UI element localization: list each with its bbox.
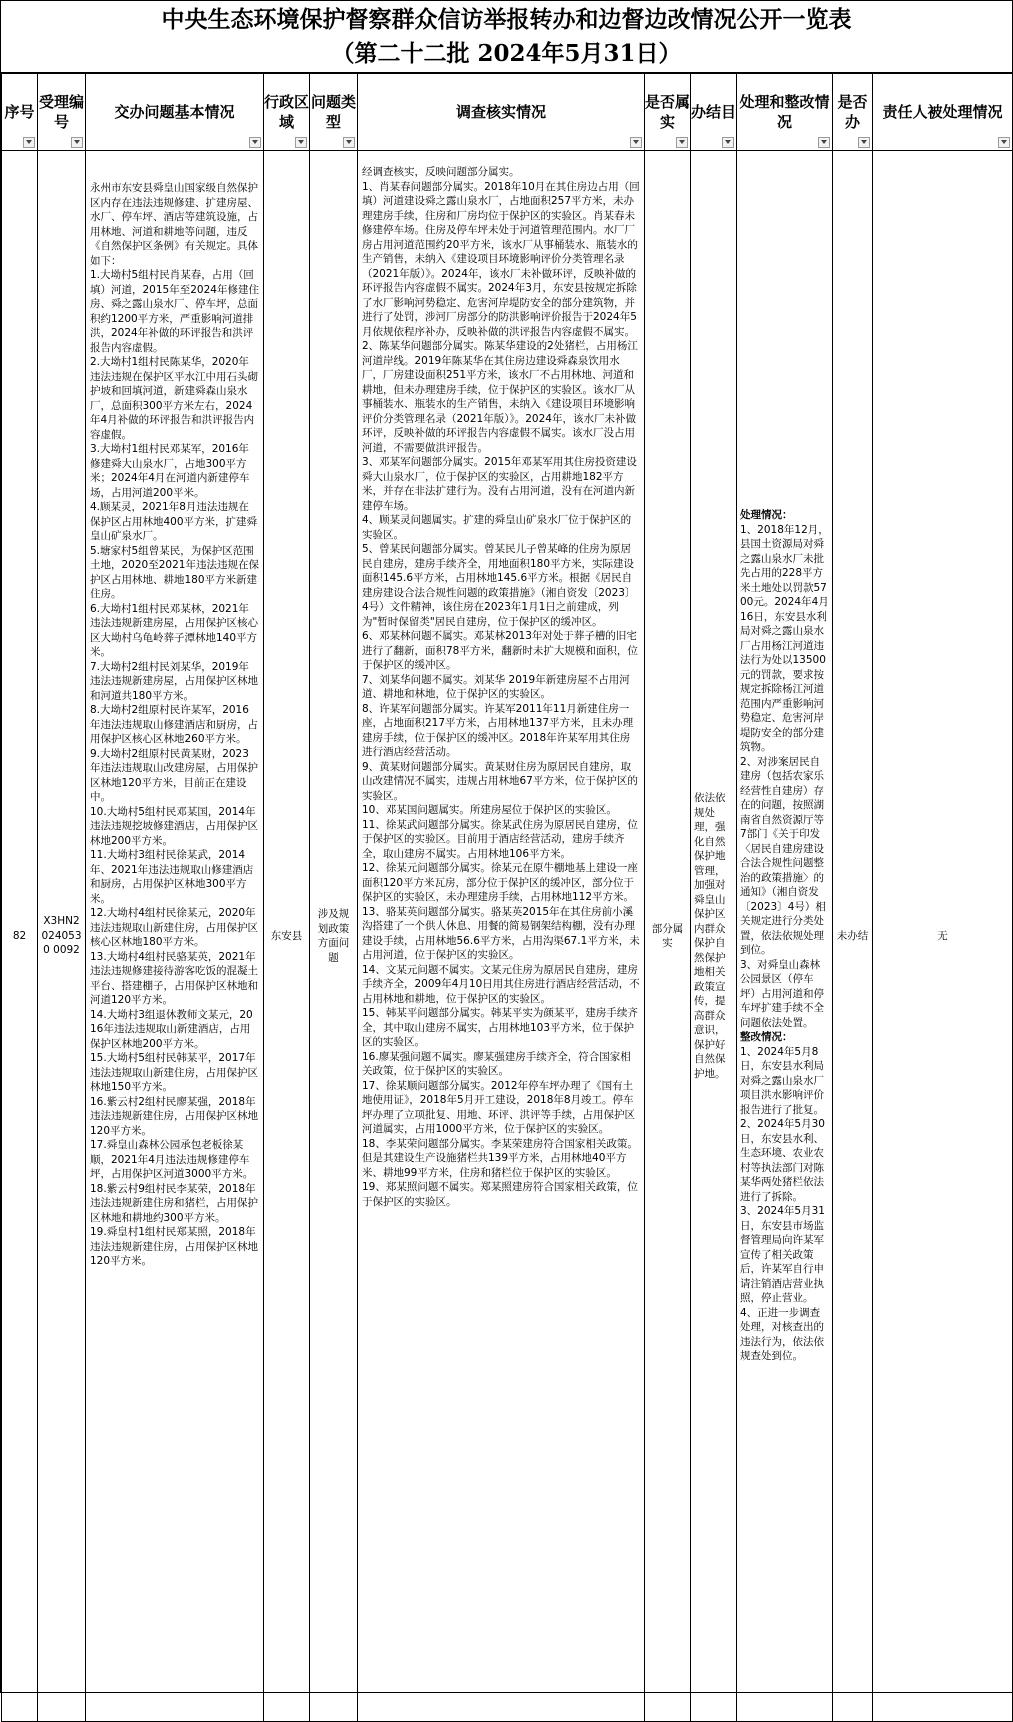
filter-dropdown-icon[interactable] <box>343 137 355 148</box>
header-goal[interactable]: 办结目 <box>691 74 737 151</box>
rectify-process-heading: 处理情况： <box>740 509 793 522</box>
filter-dropdown-icon[interactable] <box>249 137 261 148</box>
rectify-progress-heading: 整改情况： <box>740 1031 793 1044</box>
header-check[interactable]: 调查核实情况 <box>358 74 645 151</box>
cell-resp: 无 <box>873 151 1013 1722</box>
cell-done: 未办结 <box>833 151 873 1722</box>
filter-dropdown-icon[interactable] <box>295 137 307 148</box>
sheet-title <box>1 1 1012 73</box>
header-seq[interactable]: 序号 <box>2 74 38 151</box>
filter-dropdown-icon[interactable] <box>818 137 830 148</box>
table-row <box>2 151 1013 1722</box>
header-type[interactable]: 问题类型 <box>310 74 358 151</box>
rectify-process-text: 1、2018年12月，县国土资源局对舜之露山泉水厂未批先占用的228平方米土地处以罚款5700元。2024年4月16日，东安县水利局对舜之露山泉水厂占用杨江河道违法行为处以13500元的罚款，要求按规定拆除杨江河道范围内严重影响河势稳定、危害河岸堤防安全的部分建筑物。 2、对涉案居民自建房（包括农家乐经营性自建房）存在的问题，按照湖南省自然资源厅等7部门《关于印发〈居民自建房建设合法合规性问题整治的政策措施〉的通知》（湘自资发〔2023〕4号）相关规定进行分类处置，依法依规处理到位。 3、对舜皇山森林公园景区（停车坪）占用河道和停车坪扩建手续不全问题依法处置。 <box>740 523 829 1029</box>
filter-dropdown-icon[interactable] <box>630 137 642 148</box>
header-done[interactable]: 是否办 <box>833 74 873 151</box>
cell-id: X3HN20240530 0092 <box>38 151 86 1722</box>
cell-goal: 依法依规处理，强化自然保护地管理，加强对舜皇山保护区内群众保护自然保护地相关政策宣传，提高群众意识，保护好自然保护地。 <box>691 151 737 1722</box>
filter-dropdown-icon[interactable] <box>858 137 870 148</box>
disclosure-table <box>1 73 1013 1722</box>
cell-basic: 永州市东安县舜皇山国家级自然保护区内存在违法违规修建、扩建房屋、水厂、停车坪、酒店等建筑设施，占用林地、河道和耕地等问题，违反《自然保护区条例》有关规定。具体如下： 1.大坳村5组村民肖某春，占用（回填）河道，2015年至2024年修建住房、舜之露山泉水厂、停车坪，总面积约1200平方米，严重影响河道排洪，2024年补做的环评报告和洪评报告内容虚假。 2.大坳村1组村民陈某华，2020年违法违规在保护区平水江中用石头砌护坡和回填河道，新建舜森山泉水厂，总面积300平方米左右，2024年4月补做的环评报告和洪评报告内容虚假。 3.大坳村1组村民邓某军，2016年修建舜大山泉水厂，占地300平方米；2024年4月在河道内新建停车场，占用河道200平米。 4.顾某灵，2021年8月违法违规在保护区占用林地400平方米，扩建舜皇山矿泉水厂。 5.塘家村5组曾某民，为保护区范围土地，2020至2021年违法违规在保护区占用林地、耕地180平方米新建住房。 6.大坳村1组村民邓某林，2021年违法违规新建房屋，占用保护区核心区大坳村乌龟岭葬子潭林地140平方米。 7.大坳村2组村民刘某华，2019年违法违规新建房屋，占用保护区林地和河道共180平方米。 8.大坳村2组原村民许某军，2016年违法违规取山修建酒店和厨房，占用保护区核心区林地260平方米。 9.大坳村2组原村民黄某财，2023年违法违规取山改建房屋，占用保护区林地120平方米，目前正在建设中。 10.大坳村5组村民邓某国，2014年违法违规挖坡修建酒店，占用保护区林地200平方米。 11.大坳村3组村民徐某武，2014年、2021年违法违规取山修建酒店和厨房，占用保护区林地300平方米。 12.大坳村4组村民徐某元，2020年违法违规取山新建住房，占用保护区核心区林地180平方米。 13.大坳村4组村民骆某英，2021年违法违规修建接待游客吃饭的混凝土平台、搭建棚子，占用保护区林地和河道120平方米。 14.大坳村3组退休教师文某元，2016年违法违规取山新建酒店，占用保护区林地200平方米。 15.大坳村5组村民韩某平，2017年违法违规取山新建住房，占用保护区林地150平方米。 16.紫云村2组村民廖某强，2018年违法违规新建住房，占用保护区林地120平方米。 17.舜皇山森林公园承包老板徐某顺，2021年4月违法违规修建停车坪，占用保护区河道3000平方米。 18.紫云村9组村民李某荣，2018年违法违规新建住房和猪栏，占用保护区林地和耕地约300平方米。 19.舜皇村1组村民郑某照，2018年违法违规新建住房，占用保护区林地120平方米。 <box>86 151 264 1722</box>
header-id[interactable]: 受理编号 <box>38 74 86 151</box>
filter-dropdown-icon[interactable] <box>676 137 688 148</box>
filter-dropdown-icon[interactable] <box>722 137 734 148</box>
header-truth[interactable]: 是否属实 <box>645 74 691 151</box>
filter-dropdown-icon[interactable] <box>23 137 35 148</box>
title-line-1: 中央生态环境保护督察群众信访举报转办和边督边改情况公开一览表 <box>161 6 852 33</box>
rectify-progress-text: 1、2024年5月8日，东安县水利局对舜之露山泉水厂项目洪水影响评价报告进行了批复。 2、2024年5月30日，东安县水利、生态环境、农业农村等执法部门对陈某华两处猪栏依法进行了拆除。 3、2024年5月31日，东安县市场监督管理局向许某军宣传了相关政策后，许某军自行申请注销酒店营业执照，停止营业。 4、正进一步调查处理，对核查出的违法行为，依法依规查处到位。 <box>740 1045 825 1363</box>
cell-truth: 部分属实 <box>645 151 691 1722</box>
header-region[interactable]: 行政区域 <box>264 74 310 151</box>
filter-dropdown-icon[interactable] <box>998 137 1010 148</box>
cell-rectify <box>737 151 833 1722</box>
cell-region: 东安县 <box>264 151 310 1722</box>
filter-dropdown-icon[interactable] <box>71 137 83 148</box>
cell-check: 经调查核实，反映问题部分属实。 1、肖某春问题部分属实。2018年10月在其住房边占用（回填）河道建设舜之露山泉水厂，占地面积257平方米，未办理建房手续，住房和厂房均位于保护区的实验区。肖某春未修建停车场。住房及停车坪未处于河道管理范围内。水厂厂房占用河道范围约20平方米，该水厂从事桶装水、瓶装水的生产销售，未纳入《建设项目环境影响评价分类管理名录（2021年版）》。2024年，该水厂未补做环评，反映补做的环评报告内容虚假不属实。2024年3月，东安县按规定拆除了水厂影响河势稳定、危害河岸堤防安全的部分建筑物，并进行了处罚，涉河厂房部分的防洪影响评价报告于2024年5月依规依程序补办，反映补做的洪评报告内容虚假不属实。 2、陈某华问题部分属实。陈某华建设的2处猪栏，占用杨江河道岸线。2019年陈某华在其住房边建设舜森泉饮用水厂，厂房建设面积251平方米，该水厂不占用林地、河道和耕地，但未办理建房手续，位于保护区的实验区。该水厂从事桶装水、瓶装水的生产销售，未纳入《建设项目环境影响评价分类管理名录（2021年版）》。2024年，该水厂未补做环评，反映补做的环评报告内容虚假不属实。该水厂没占用河道，不需要做洪评报告。 3、邓某军问题部分属实。2015年邓某军用其住房投资建设舜大山泉水厂，位于保护区的实验区，占用耕地182平方米，并存在非法扩建行为。没有占用河道，没有在河道内新建停车场。 4、顾某灵问题属实。扩建的舜皇山矿泉水厂位于保护区的实验区。 5、曾某民问题部分属实。曾某民儿子曾某峰的住房为原居民自建房，建房手续齐全，用地面积180平方米，实际建设面积145.6平方米，占用林地145.6平方米。根据《居民自建房建设合法合规性问题的政策措施》（湘自资发〔2023〕4号）文件精神，该住房在2023年1月1日之前建成，列为"暂时保留类"居民自建房，位于保护区的缓冲区。 6、邓某林问题不属实。邓某林2013年对处于葬子槽的旧宅进行了翻新，面积78平方米，翻新时未扩大规模和面积，位于保护区的缓冲区。 7、刘某华问题不属实。刘某华 2019年新建房屋不占用河道、耕地和林地，位于保护区的实验区。 8、许某军问题部分属实。许某军2011年11月新建住房一座，占地面积217平方米，占用林地137平方米，且未办理建房手续，位于保护区的缓冲区。2018年许某军用其住房进行酒店经营活动。 9、黄某财问题部分属实。黄某财住房为原居民自建房，取山改建情况不属实，违规占用林地67平方米，位于保护区的实验区。 10、邓某国问题属实。所建房屋位于保护区的实验区。 11、徐某武问题部分属实。徐某武住房为原居民自建房，位于保护区的实验区。目前用于酒店经营活动，建房手续齐全，取山建房不属实。占用林地106平方米。 12、徐某元问题部分属实。徐某元在原牛棚地基上建设一座面积120平方米瓦房，部分位于保护区的缓冲区，部分位于保护区的实验区，未办理建房手续，占用林地112平方米。 13、骆某英问题部分属实。骆某英2015年在其住房前小溪沟搭建了一个供人休息、用餐的简易钢架结构棚，没有办理建设手续，占用林地56.6平方米，占用沟渠67.1平方米，未占用河道，位于保护区的实验区。 14、文某元问题不属实。文某元住房为原居民自建房，建房手续齐全，2009年4月10日用其住房进行酒店经营活动，不占用林地和耕地，位于保护区的实验区。 15、韩某平问题部分属实。韩某平实为颜某平，建房手续齐全，其中取山建房不属实，占用林地103平方米，位于保护区的实验区。 16.廖某强问题不属实。廖某强建房手续齐全，符合国家相关政策，位于保护区的实验区。 17、徐某顺问题部分属实。2012年停车坪办理了《国有土地使用证》，2018年5月开工建设，2018年8月竣工。停车坪办理了立项批复、用地、环评、洪评等手续，占用保护区河道属实，占用1000平方米，位于保护区的实验区。 18、李某荣问题部分属实。李某荣建房符合国家相关政策。但是其建设生产设施猪栏共139平方米，占用林地40平方米、耕地99平方米，住房和猪栏位于保护区的实验区。 19、郑某照问题不属实。郑某照建房符合国家相关政策，位于保护区的实验区。 <box>358 151 645 1722</box>
title-line-2: （第二十二批 2024年5月31日） <box>331 40 682 67</box>
header-row <box>2 74 1013 151</box>
cell-seq: 82 <box>2 151 38 1722</box>
header-resp[interactable]: 责任人被处理情况 <box>873 74 1013 151</box>
header-rectify[interactable]: 处理和整改情况 <box>737 74 833 151</box>
header-basic[interactable]: 交办问题基本情况 <box>86 74 264 151</box>
cell-type: 涉及规划政策方面问题 <box>310 151 358 1722</box>
